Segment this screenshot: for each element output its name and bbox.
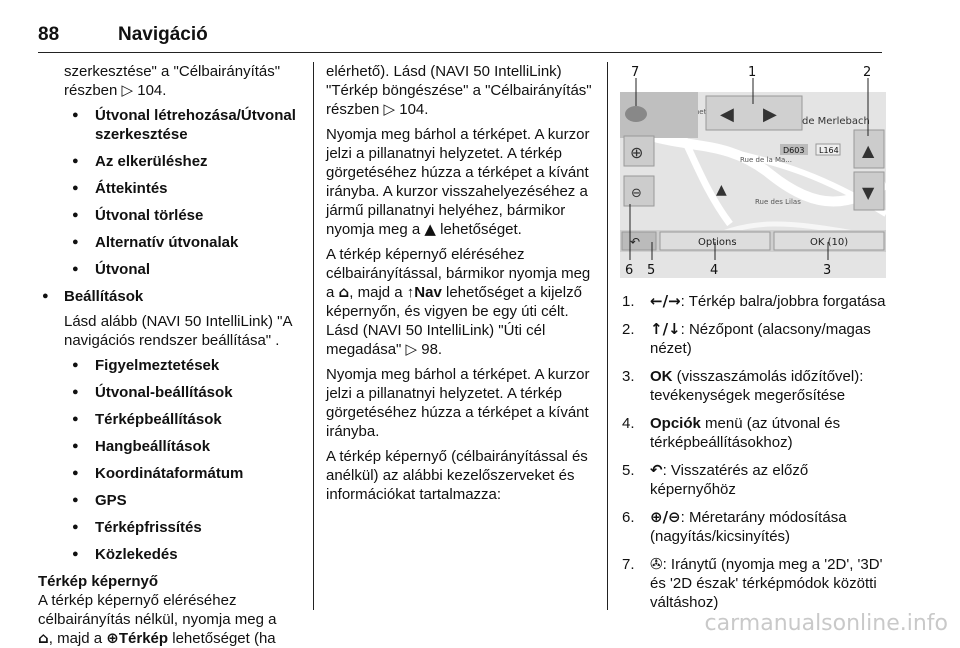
text-part: Nyomja meg bárhol a térképet. A kurzor jelzi a pillanatnyi helyzetet. A térkép görgetéséhez húzza a térképet a kívánt irányba. A kurzor visszahelyezéséhez a jármű pillanatnyi helyéhez, bármikor nyomja meg a: [326, 126, 590, 238]
list-item: ● Útvonal: [38, 260, 300, 279]
legend-desc: : Iránytű (nyomja meg a '2D', '3D' és '2D észak' térképmódok közötti váltáshoz): [650, 556, 883, 611]
text-part: , majd a: [349, 284, 403, 301]
intro-text: szerkesztése" a "Célbairányítás" részben ▷ 104.: [64, 63, 281, 99]
legend-text: [650, 320, 890, 358]
ok-button: OK (10): [810, 237, 849, 248]
legend-desc: : Nézőpont (alacsony/magas nézet): [650, 321, 871, 357]
legend-desc: : Visszatérés az előző képernyőhöz: [650, 462, 809, 498]
route-list: [38, 106, 300, 279]
legend-desc: (visszaszámolás időzítővel): tevékenységek megerősítése: [650, 368, 864, 404]
legend-text: [650, 555, 890, 612]
list-item: ● Útvonal-beállítások: [38, 383, 300, 402]
compass-icon: [625, 106, 647, 122]
text-part: lehetőséget.: [440, 221, 522, 238]
legend-text: [650, 508, 890, 546]
legend-number: 1.: [622, 293, 635, 310]
legend-item: [620, 461, 890, 499]
text-part: , majd a: [48, 630, 103, 647]
back-icon: ↶: [630, 235, 641, 249]
legend-icon: ↶: [650, 461, 663, 479]
legend-desc: : Térkép balra/jobbra forgatása: [680, 293, 886, 310]
legend-bold: OK: [650, 368, 673, 385]
page-number: 88: [38, 24, 60, 45]
legend-item: [620, 508, 890, 546]
legend-item: [620, 292, 890, 311]
settings-text: Lásd alább (NAVI 50 IntelliLink) "A navigációs rendszer beállítása" .: [64, 313, 292, 349]
section-title: Navigáció: [118, 24, 208, 45]
callout-number: 4: [710, 263, 719, 278]
paragraph: A térkép képernyő (célbairányítással és anélkül) az alábbi kezelőszerveket és információkat tartalmazza:: [326, 448, 588, 503]
legend-text: [650, 461, 890, 499]
legend-text: [650, 367, 890, 405]
list-item: ● Közlekedés: [38, 545, 300, 564]
list-item: ● Térképfrissítés: [38, 518, 300, 537]
legend-desc: menü (az útvonal és térképbeállításokhoz): [650, 415, 841, 451]
legend-number: 6.: [622, 509, 635, 526]
legend-item: [620, 555, 890, 612]
legend-item: [620, 367, 890, 405]
paragraph: [326, 125, 598, 239]
column-divider: [607, 62, 608, 610]
arrow-left-icon: ◀: [720, 104, 734, 125]
legend-list: [620, 292, 890, 612]
nav-bold: ↑Nav: [406, 284, 442, 301]
text-part: lehetőséget a kijelző képernyőn, és vigyen be egy úti célt. Lásd (NAVI 50 IntelliLink) "Úti cél megadása" ▷ 98.: [326, 284, 582, 358]
page-header: [38, 20, 882, 53]
settings-items: [38, 356, 300, 564]
map-screen-text: [38, 591, 300, 648]
map-bold: Térkép: [118, 630, 169, 647]
list-item: ● Hangbeállítások: [38, 437, 300, 456]
paragraph: [326, 245, 598, 359]
caret-up-icon: ▲: [424, 220, 436, 238]
options-button: Options: [698, 237, 737, 248]
legend-text: [650, 414, 890, 452]
column-2: [326, 62, 598, 510]
callout-number: 5: [647, 263, 656, 278]
legend-number: 4.: [622, 415, 635, 432]
callout-number: 7: [631, 65, 640, 80]
zoom-in-icon: ⊕: [630, 143, 644, 162]
list-item: ● Az elkerüléshez: [38, 152, 300, 171]
zoom-out-icon: ⊖: [631, 186, 642, 201]
arrow-down-icon: ▼: [862, 183, 875, 202]
settings-list: [38, 287, 300, 306]
list-item: ● Térképbeállítások: [38, 410, 300, 429]
legend-icon: ←/→: [650, 292, 681, 310]
text-part: lehetőséget (ha: [172, 630, 276, 647]
text-part: A térkép képernyő eléréséhez célbairányítással, bármikor nyomja meg a: [326, 246, 591, 301]
text-part: A térkép képernyő eléréséhez célbairányítás nélkül, nyomja meg a: [38, 592, 277, 628]
paragraph: elérhető). Lásd (NAVI 50 IntelliLink) "Térkép böngészése" a "Célbairányítás" részben ▷ 104.: [326, 63, 592, 118]
cursor-icon: ▲: [716, 182, 727, 198]
list-item: ● Útvonal törlése: [38, 206, 300, 225]
callout-number: 2: [863, 65, 872, 80]
legend-item: [620, 320, 890, 358]
legend-number: 2.: [622, 321, 635, 338]
list-item: ● Útvonal létrehozása/Útvonal szerkesztése: [38, 106, 300, 144]
arrow-right-icon: ▶: [763, 104, 777, 125]
home-icon: ⌂: [338, 283, 350, 301]
list-item: ● Alternatív útvonalak: [38, 233, 300, 252]
home-icon: ⌂: [38, 629, 49, 647]
legend-text: [650, 292, 885, 311]
legend-icon: ↑/↓: [650, 320, 681, 338]
legend-icon: ✇: [650, 555, 663, 573]
map-screen-heading: Térkép képernyő: [38, 573, 159, 590]
map-icon: ⊕: [106, 629, 119, 647]
callout-number: 6: [625, 263, 634, 278]
legend-number: 5.: [622, 462, 635, 479]
column-3: [620, 292, 890, 621]
legend-item: [620, 414, 890, 452]
legend-desc: : Méretarány módosítása (nagyítás/kicsinyítés): [650, 509, 847, 545]
list-item: ● Koordinátaformátum: [38, 464, 300, 483]
map-screen-illustration: [620, 64, 886, 278]
legend-number: 7.: [622, 556, 635, 573]
callout-number: 1: [748, 65, 757, 80]
watermark: carmanualsonline.info: [704, 611, 948, 636]
arrow-up-icon: ▲: [862, 141, 875, 160]
settings-label: ● Beállítások: [64, 288, 144, 305]
road-label: L164: [819, 146, 839, 155]
legend-bold: Opciók: [650, 415, 701, 432]
street-label: Rue de la Ma...: [740, 156, 792, 164]
column-1: [38, 62, 300, 648]
list-item: ● Áttekintés: [38, 179, 300, 198]
street-label: Rue des Lilas: [755, 198, 801, 206]
road-label: D603: [783, 146, 805, 155]
list-item: ● Figyelmeztetések: [38, 356, 300, 375]
legend-icon: ⊕/⊖: [650, 508, 681, 526]
place-label: de Merlebach: [802, 116, 870, 127]
list-item: ● GPS: [38, 491, 300, 510]
column-divider: [313, 62, 314, 610]
legend-number: 3.: [622, 368, 635, 385]
callout-number: 3: [823, 263, 832, 278]
paragraph: Nyomja meg bárhol a térképet. A kurzor jelzi a pillanatnyi helyzetet. A térkép görgetéséhez húzza a térképet a kívánt irányba.: [326, 366, 590, 440]
